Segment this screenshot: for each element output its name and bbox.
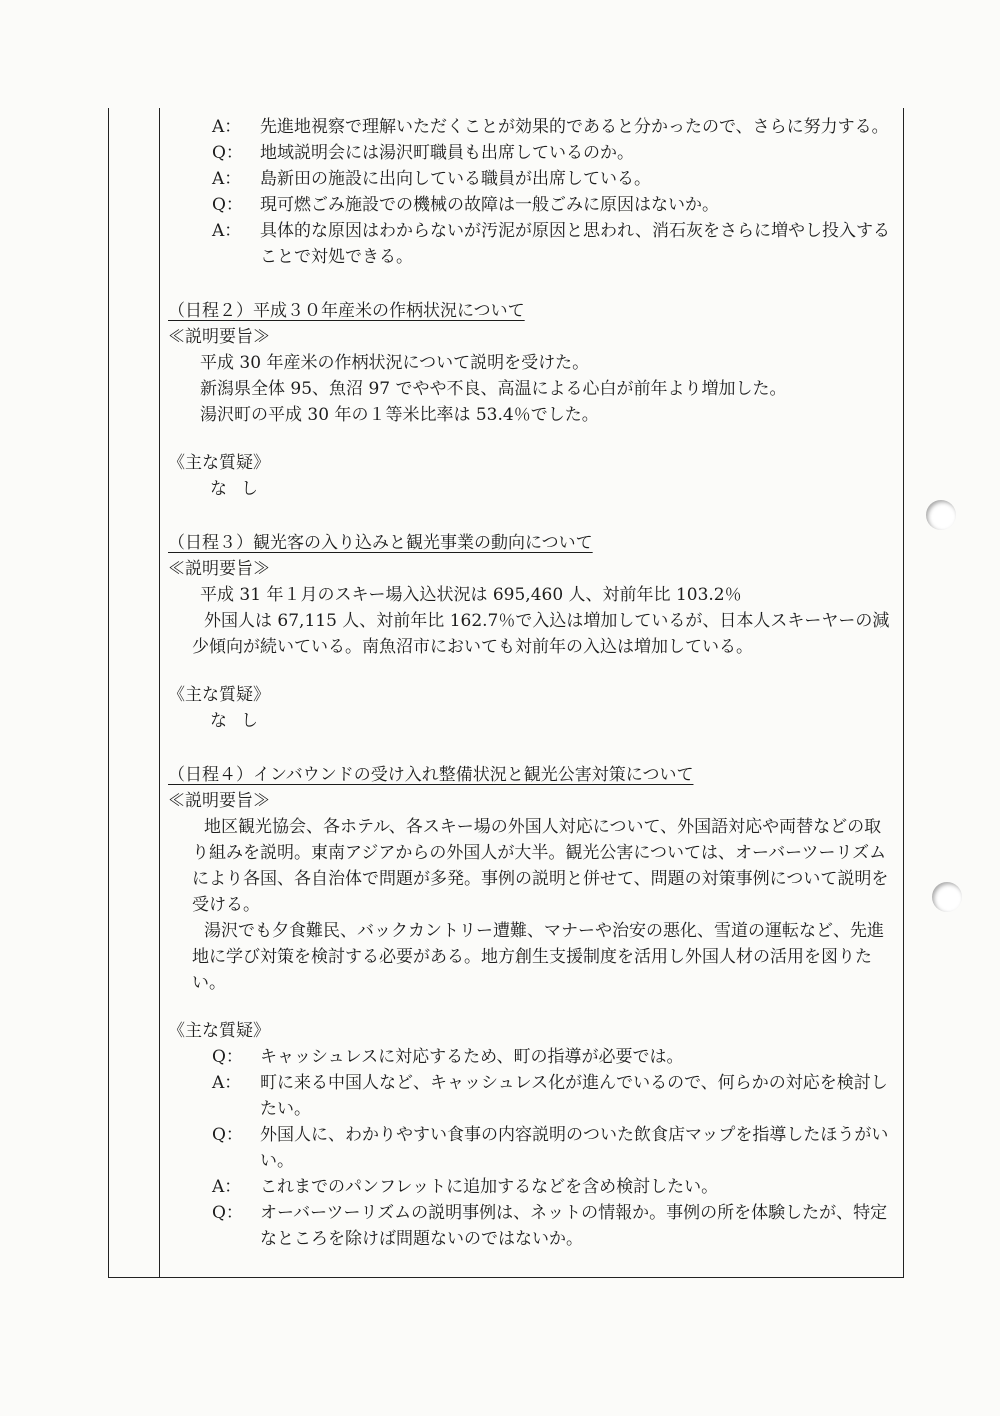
section4-paragraph: 地区観光協会、各ホテル、各スキー場の外国人対応について、外国語対応や両替などの取り組みを説明。東南アジアからの外国人が大半。観光公害については、オーバーツーリズムにより各国、各自治体で問題が多発。事例の説明と併せて、問題の対策事例について説明を受ける。: [192, 817, 889, 915]
section3-summary-label: ≪説明要旨≫: [168, 559, 270, 579]
qa-item: A： これまでのパンフレットに追加するなどを含め検討したい。: [212, 1177, 719, 1197]
section4-qa-list: [168, 1044, 893, 1252]
page-content: [168, 114, 893, 1252]
qa-item: Q： 外国人に、わかりやすい食事の内容説明のついた飲食店マップを指導したほうがいい。: [212, 1125, 889, 1171]
section2-qa-none: なし: [210, 479, 272, 499]
section4-summary-label: ≪説明要旨≫: [168, 791, 270, 811]
punch-hole-top: [926, 500, 956, 530]
section2-qa-label: 《主な質疑》: [168, 453, 270, 473]
top-qa-list: [168, 114, 893, 270]
section3-qa-label: 《主な質疑》: [168, 685, 270, 705]
section4-qa-label: 《主な質疑》: [168, 1021, 270, 1041]
qa-item: Q： 地域説明会には湯沢町職員も出席しているのか。: [212, 143, 634, 163]
section3-heading: （日程３）観光客の入り込みと観光事業の動向について: [168, 533, 593, 553]
section4-paragraph: 湯沢でも夕食難民、バックカントリー遭難、マナーや治安の悪化、雪道の運転など、先進地に学び対策を検討する必要がある。地方創生支援制度を活用し外国人材の活用を図りたい。: [192, 921, 884, 993]
section4-heading: （日程４）インバウンドの受け入れ整備状況と観光公害対策について: [168, 765, 694, 785]
section2-heading: （日程２）平成３０年産米の作柄状況について: [168, 301, 525, 321]
qa-item: A： 島新田の施設に出向している職員が出席している。: [212, 169, 651, 189]
section2-line: 新潟県全体 95、魚沼 97 でやや不良、高温による心白が前年より増加した。: [200, 379, 787, 399]
qa-item: A： 町に来る中国人など、キャッシュレス化が進んでいるので、何らかの対応を検討したい。: [212, 1073, 888, 1119]
column-divider: [159, 108, 160, 1277]
section3-line: 平成 31 年１月のスキー場入込状況は 695,460 人、対前年比 103.2％: [200, 585, 742, 605]
section2-line: 平成 30 年産米の作柄状況について説明を受けた。: [200, 353, 590, 373]
qa-item: Q： オーバーツーリズムの説明事例は、ネットの情報か。事例の所を体験したが、特定なところを除けば問題ないのではないか。: [212, 1203, 888, 1249]
qa-item: Q： キャッシュレスに対応するため、町の指導が必要では。: [212, 1047, 684, 1067]
section3-qa-none: なし: [210, 711, 272, 731]
qa-item: A： 具体的な原因はわからないが汚泥が原因と思われ、消石灰をさらに増やし投入することで対処できる。: [212, 221, 891, 267]
qa-item: A： 先進地視察で理解いただくことが効果的であると分かったので、さらに努力する。: [212, 117, 889, 137]
section3-paragraph: 外国人は 67,115 人、対前年比 162.7％で入込は増加しているが、日本人スキーヤーの減少傾向が続いている。南魚沼市においても対前年の入込は増加している。: [192, 611, 890, 657]
qa-item: Q： 現可燃ごみ施設での機械の故障は一般ごみに原因はないか。: [212, 195, 719, 215]
section2-summary-label: ≪説明要旨≫: [168, 327, 270, 347]
punch-hole-bottom: [932, 882, 962, 912]
section2-line: 湯沢町の平成 30 年の１等米比率は 53.4％でした。: [200, 405, 599, 425]
